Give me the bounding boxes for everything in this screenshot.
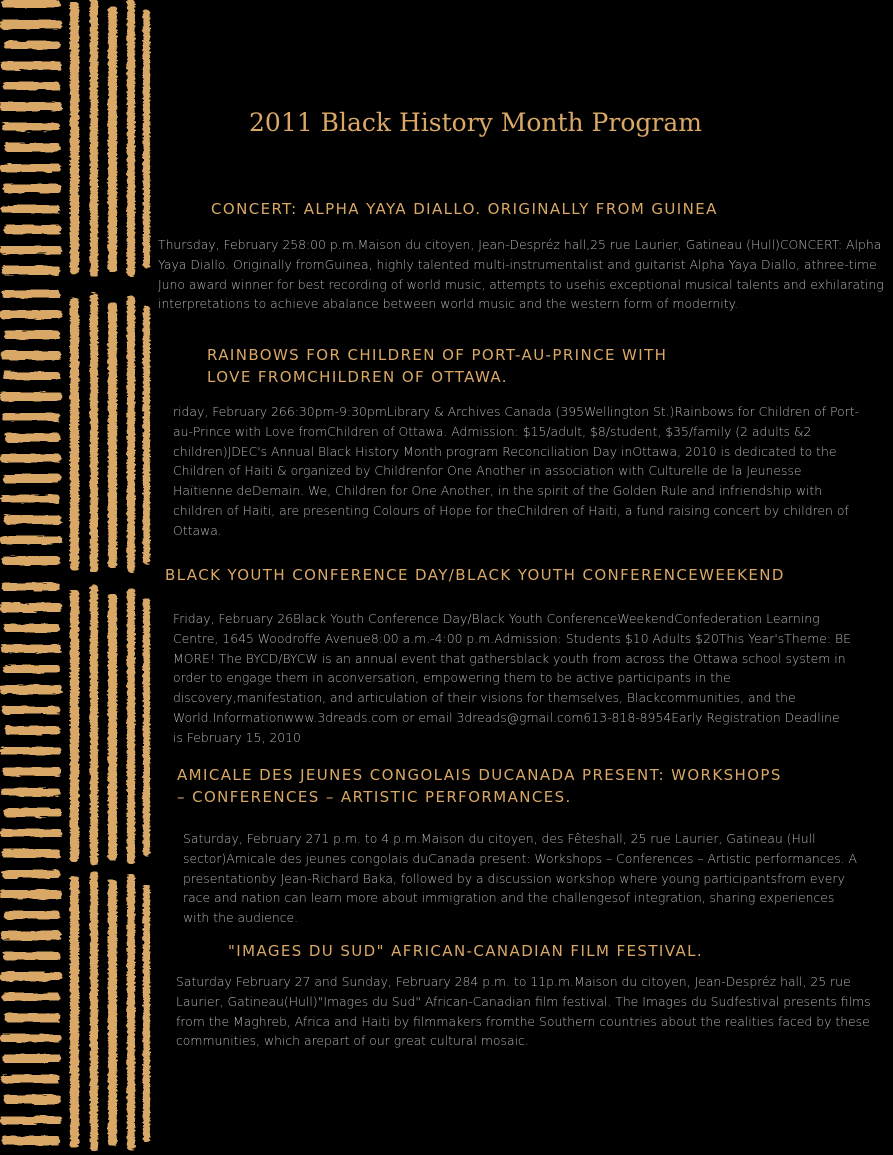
event-description: Friday, February 26Black Youth Conference Day/Black Youth ConferenceWeekendConfederation Learning Centre, 1645 Woodroffe Avenue8:00 a.m.-4:00 p.m.Admission: Students $10 Adults $20This Year'sTheme: BE MORE! The BYCD/BYCW is an annual event that gathersblack youth from across the Ottawa school system in order to engage them in aconversation, empowering them to be active participants in the discovery,manifestation, and articulation of their visions for themselves, Blackcommunities, and the World.Informationwww.3dreads.com or email 3dreads@gmail.com613-818-8954Early Registration Deadline is February 15, 2010 [173,611,851,745]
event-description: Saturday, February 271 p.m. to 4 p.m.Maison du citoyen, des Fêteshall, 25 rue Laurier, Gatineau (Hull sector)Amicale des jeunes congolais duCanada present: Workshops – Conferences – Artistic performances. A presentationby Jean-Richard Baka, followed by a discussion workshop where young participantsfrom every race and nation can learn more about immigration and the challengesof integration, sharing experiences with the audience. [183,831,858,926]
event-heading [177,764,782,808]
event-heading [165,564,785,586]
event-heading-line: CONCERT: ALPHA YAYA DIALLO. ORIGINALLY FROM GUINEA [211,200,718,218]
event-heading-line: AMICALE DES JEUNES CONGOLAIS DUCANADA PRESENT: WORKSHOPS [177,766,782,784]
event-heading-line: – CONFERENCES – ARTISTIC PERFORMANCES. [177,788,572,806]
event-description: riday, February 266:30pm-9:30pmLibrary & Archives Canada (395Wellington St.)Rainbows for Children of Port-au-Prince with Love fromChildren of Ottawa. Admission: $15/adult, $8/student, $35/family (2 adults &2 children)JDEC's Annual Black History Month program Reconciliation Day inOttawa, 2010 is dedicated to the Children of Haiti & organized by Childrenfor One Another in association with Culturelle de la Jeunesse Haïtienne deDemain. We, Children for One Another, in the spirit of the Golden Rule and infriendship with children of Haiti, are presenting Colours of Hope for theChildren of Haiti, a fund raising concert by children of Ottawa. [173,404,860,538]
event-description: Thursday, February 258:00 p.m.Maison du citoyen, Jean-Despréz hall,25 rue Laurier, Gatineau (Hull)CONCERT: Alpha Yaya Diallo. Originally fromGuinea, highly talented multi-instrumentalist and guitarist Alpha Yaya Diallo, athree-time Juno award winner for best recording of world music, attempts to usehis exceptional musical talents and exhilarating interpretations to achieve abalance between world music and the western form of modernity. [158,237,884,312]
event-description: Saturday February 27 and Sunday, February 284 p.m. to 11p.m.Maison du citoyen, Jean-Despréz hall, 25 rue Laurier, Gatineau(Hull)"Images du Sud" African-Canadian film festival. The Images du Sudfestival presents films from the Maghreb, Africa and Haiti by filmmakers fromthe Southern countries about the realities faced by these communities, which arepart of our great cultural mosaic. [176,974,871,1049]
tribal-stripe-border [0,0,152,1155]
event-heading-line: LOVE FROMCHILDREN OF OTTAWA. [207,368,508,386]
event-heading-line: "IMAGES DU SUD" AFRICAN-CANADIAN FILM FESTIVAL. [228,942,704,960]
event-heading [211,198,718,220]
page-title: 2011 Black History Month Program [249,108,702,137]
event-heading [228,940,703,962]
event-heading-line: BLACK YOUTH CONFERENCE DAY/BLACK YOUTH CONFERENCEWEEKEND [165,566,785,584]
event-heading-line: RAINBOWS FOR CHILDREN OF PORT-AU-PRINCE WITH [207,346,668,364]
event-heading [207,344,667,388]
